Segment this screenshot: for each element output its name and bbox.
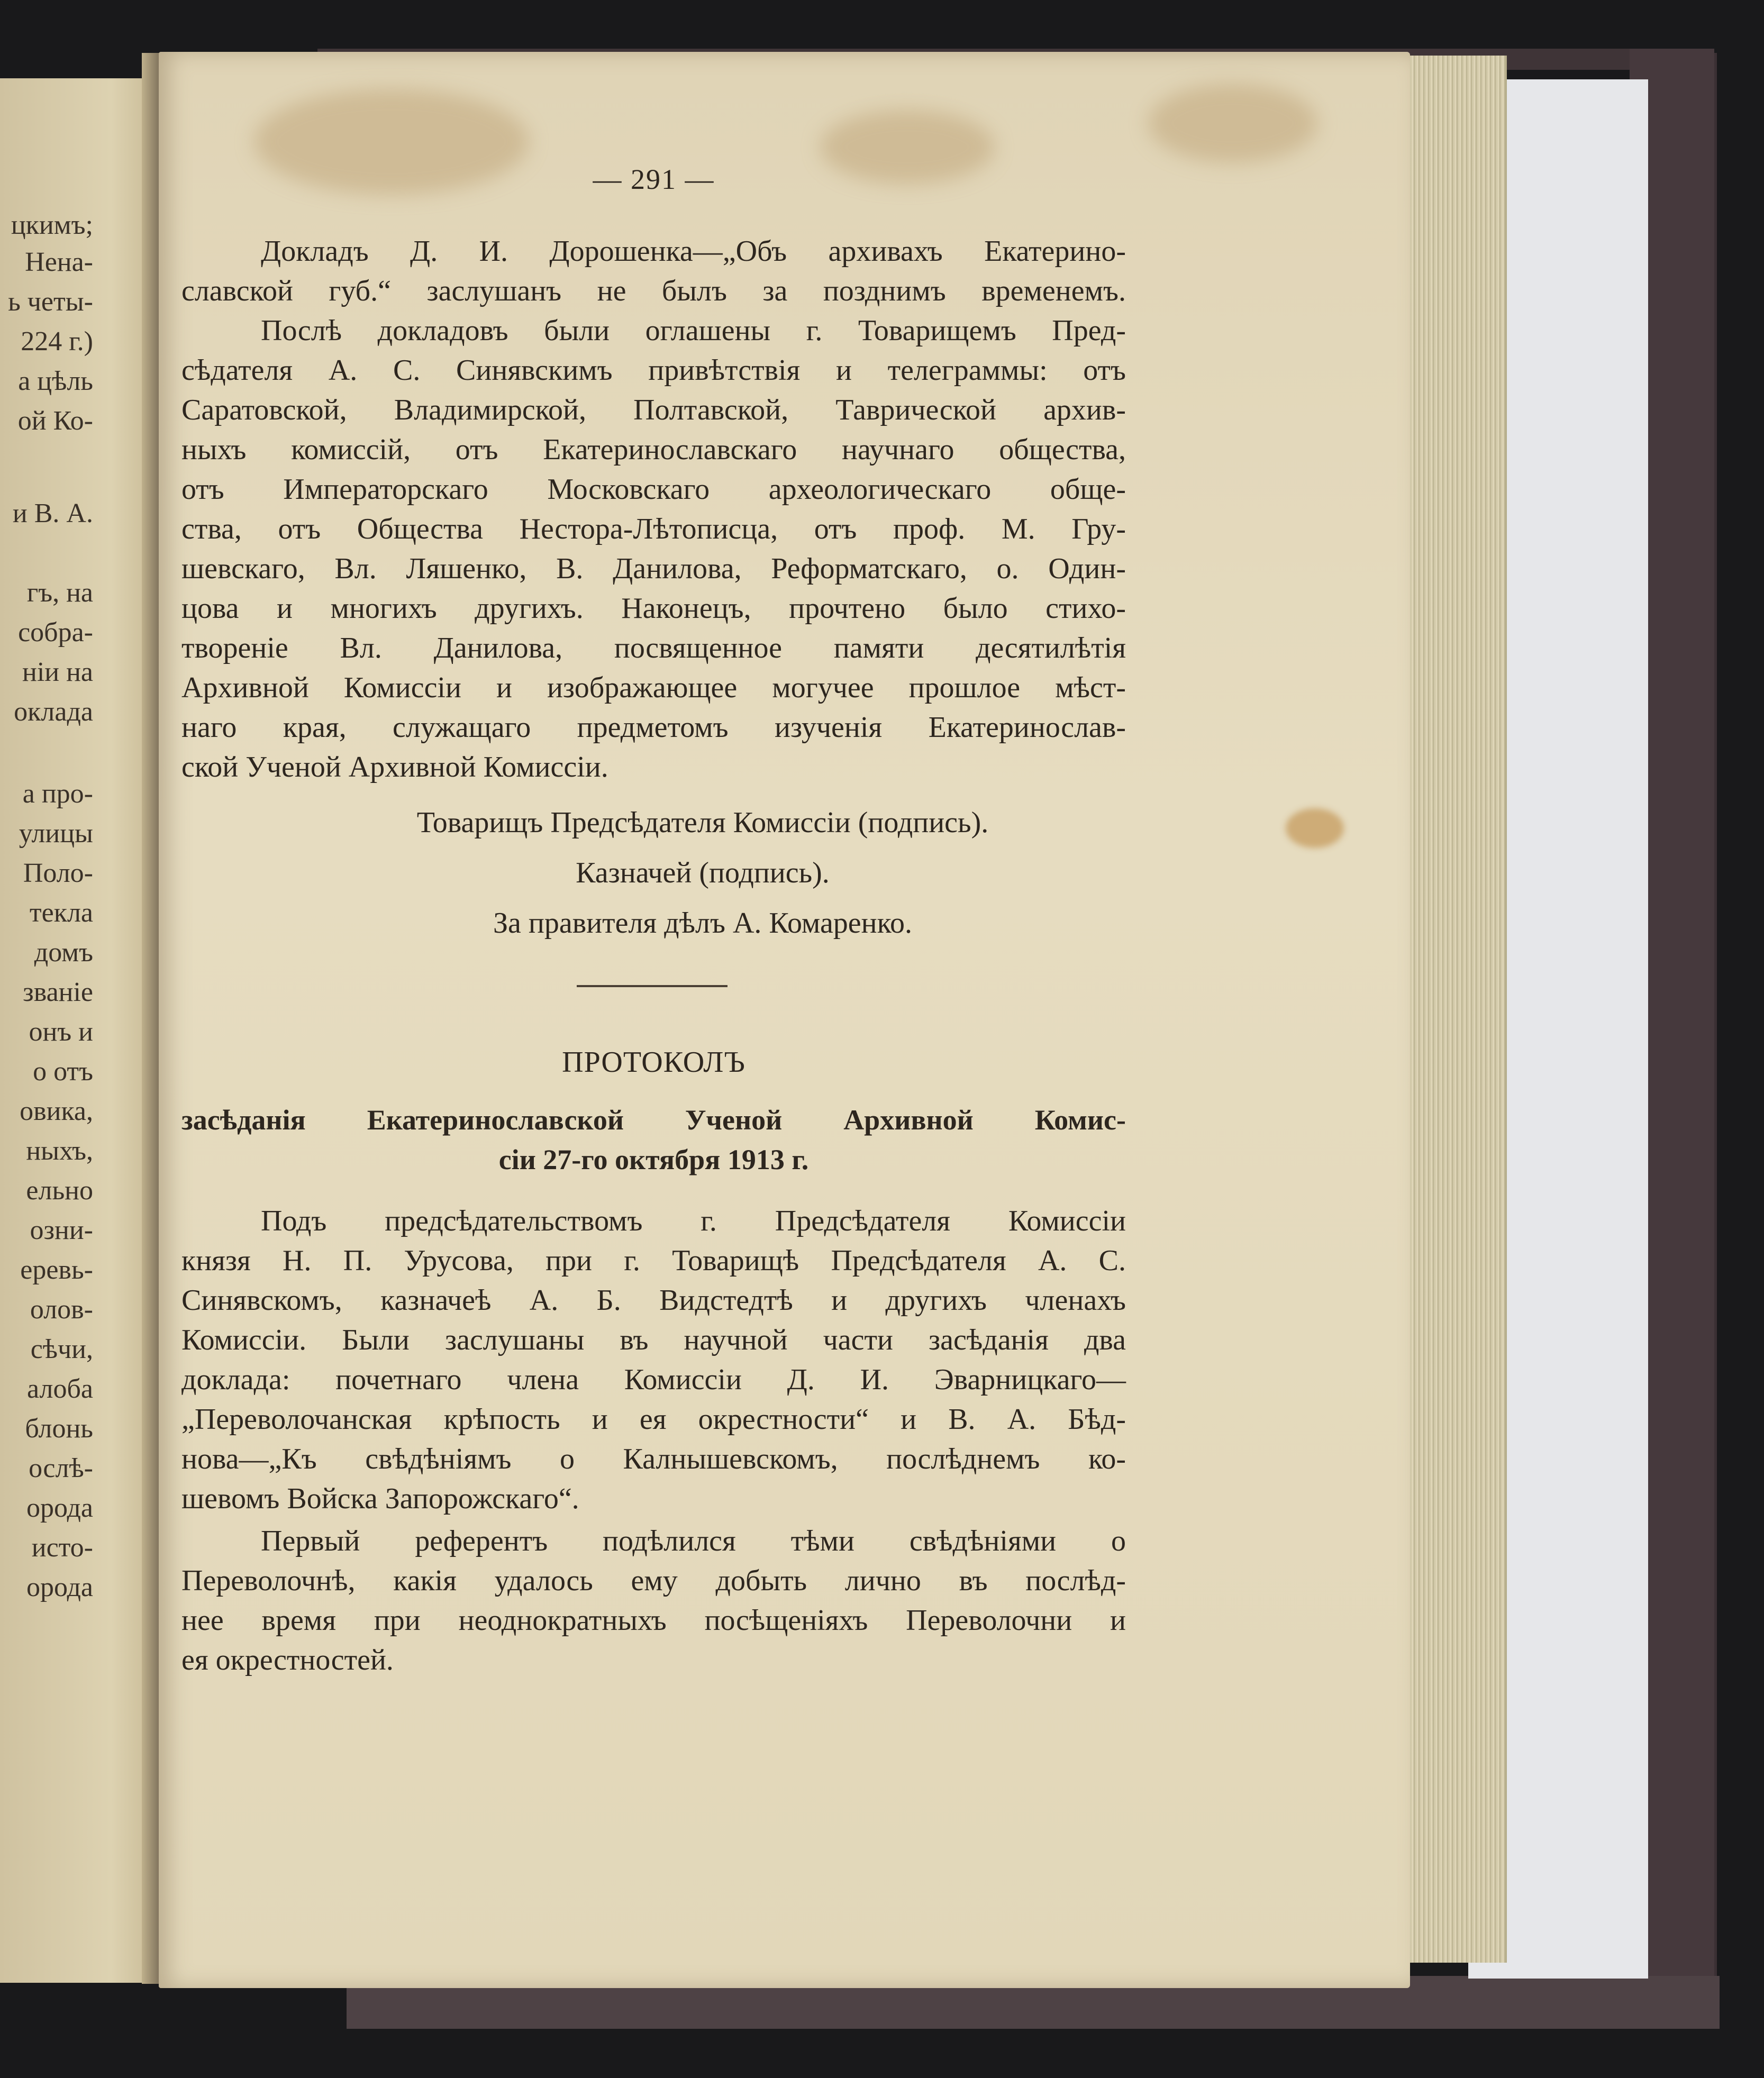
text-line: шевскаго, Вл. Ляшенко, В. Данилова, Реформатскаго, о. Один- [181, 552, 1126, 585]
left-page-text-fragment: блонь [25, 1414, 93, 1444]
left-page-text-fragment: ныхъ, [26, 1136, 93, 1166]
left-page-text-fragment: и В. А. [12, 498, 93, 528]
text-line: ея окрестностей. [181, 1644, 394, 1676]
text-line: Первый референтъ подѣлился тѣми свѣдѣніями о [261, 1525, 1126, 1557]
text-line: доклада: почетнаго члена Комиссіи Д. И. Эварницкаго— [181, 1363, 1126, 1396]
left-page-text-fragment: ніи на [22, 657, 93, 687]
left-page-text-fragment: а цѣль [18, 366, 93, 396]
left-page-text-fragment: ослѣ- [29, 1453, 93, 1483]
text-line: твореніе Вл. Данилова, посвященное памяти десятилѣтія [181, 632, 1126, 664]
left-page-text-fragment: званіе [23, 977, 93, 1007]
left-page-text-fragment: орода [26, 1493, 93, 1523]
paper-stain [1286, 808, 1344, 848]
paper-stain [1148, 84, 1317, 163]
left-page-text-fragment: алоба [26, 1374, 93, 1404]
left-page-text-fragment: улицы [19, 818, 93, 849]
text-line: шевомъ Войска Запорожскаго“. [181, 1482, 579, 1515]
text-line: Комиссіи. Были заслушаны въ научной части засѣданія два [181, 1324, 1126, 1356]
text-line: Синявскомъ, казначеѣ А. Б. Видстедтѣ и другихъ членахъ [181, 1284, 1126, 1317]
text-line: нова—„Къ свѣдѣніямъ о Калнышевскомъ, послѣднемъ ко- [181, 1443, 1126, 1475]
text-line: Саратовской, Владимирской, Полтавской, Таврической архив- [181, 394, 1126, 426]
text-line: князя Н. П. Урусова, при г. Товарищѣ Предсѣдателя А. С. [181, 1244, 1126, 1277]
left-page-text-fragment: о отъ [33, 1056, 93, 1087]
text-line: ныхъ комиссій, отъ Екатеринославскаго научнаго общества, [181, 433, 1126, 466]
signature-line: За правителя дѣлъ А. Комаренко. [493, 907, 912, 940]
left-page-text-fragment: еревь- [20, 1255, 93, 1285]
text-line: Переволочнѣ, какія удалось ему добыть лично въ послѣд- [181, 1564, 1126, 1597]
text-line: ской Ученой Архивной Комиссіи. [181, 751, 608, 783]
left-page-text-fragment: озни- [30, 1215, 93, 1245]
page-number: — 291 — [593, 163, 715, 195]
left-page-text-fragment: а про- [22, 779, 93, 809]
text-line: ства, отъ Общества Нестора-Лѣтописца, отъ проф. М. Гру- [181, 513, 1126, 545]
left-page-text-fragment: сѣчи, [30, 1334, 93, 1364]
left-page-text-fragment: цкимъ; [11, 210, 93, 240]
left-page-text-fragment: ельно [26, 1175, 93, 1206]
left-page-text-fragment: 224 г.) [21, 326, 93, 357]
text-line: цова и многихъ другихъ. Наконецъ, прочтено было стихо- [181, 592, 1126, 625]
left-page-text-fragment: орода [26, 1572, 93, 1602]
section-divider [577, 985, 728, 987]
text-line: Подъ предсѣдательствомъ г. Предсѣдателя Комиссіи [261, 1205, 1126, 1237]
protocol-heading: ПРОТОКОЛЪ [562, 1046, 745, 1079]
text-line: „Переволочанская крѣпость и ея окрестности“ и В. А. Бѣд- [181, 1403, 1126, 1436]
text-line: Докладъ Д. И. Дорошенка—„Объ архивахъ Екатерино- [261, 235, 1126, 268]
text-line: наго края, служащаго предметомъ изученія Екатеринослав- [181, 711, 1126, 744]
left-page-text-fragment: овика, [20, 1096, 93, 1126]
signature-line: Казначей (подпись). [576, 856, 830, 889]
left-page-text-fragment: олов- [30, 1295, 93, 1325]
page-block-edge [1397, 56, 1507, 1963]
protocol-subtitle-line: засѣданія Екатеринославской Ученой Архивной Комис- [181, 1104, 1126, 1136]
left-page-text-fragment: текла [29, 898, 93, 928]
text-line: Архивной Комиссіи и изображающее могучее прошлое мѣст- [181, 671, 1126, 704]
left-page-text-fragment: ь четы- [8, 287, 93, 317]
left-page-text-fragment: исто- [31, 1533, 93, 1563]
signature-line: Товарищъ Предсѣдателя Комиссіи (подпись). [416, 806, 989, 839]
text-line: отъ Императорскаго Московскаго археологическаго обще- [181, 473, 1126, 506]
left-page-text-fragment: Поло- [23, 858, 93, 888]
left-page-text-fragment: домъ [34, 937, 93, 968]
text-line: Послѣ докладовъ были оглашены г. Товарищемъ Пред- [261, 314, 1126, 347]
left-page-text-fragment: онъ и [29, 1017, 93, 1047]
left-page-text-fragment: гъ, на [26, 578, 93, 608]
protocol-subtitle-line: сіи 27-го октября 1913 г. [498, 1144, 809, 1175]
text-line: сѣдателя А. С. Синявскимъ привѣтствія и телеграммы: отъ [181, 354, 1126, 387]
left-page-text-fragment: оклада [14, 697, 93, 727]
left-page-text-fragment: Нена- [25, 247, 93, 277]
text-line: нее время при неоднократныхъ посѣщеніяхъ Переволочни и [181, 1604, 1126, 1637]
left-page-text-fragment: собра- [18, 617, 93, 648]
text-line: славской губ.“ заслушанъ не былъ за позднимъ временемъ. [181, 275, 1126, 307]
left-page-text-fragment: ой Ко- [17, 406, 93, 436]
